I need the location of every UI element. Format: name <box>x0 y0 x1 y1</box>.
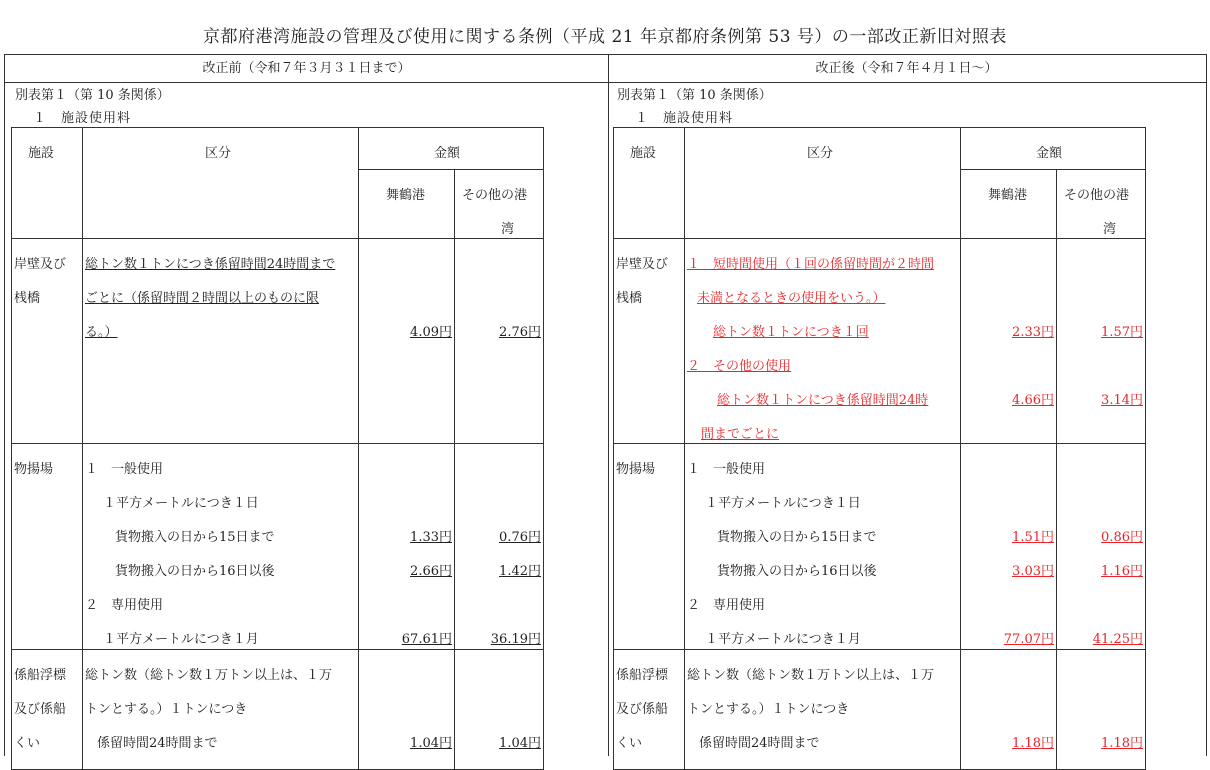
table-row: 物揚場 １ 一般使用 １平方メートルにつき１日 貨物搬入の日から15日まで 貨物搬入の日から16日以後 ２ 専用使用 １平方メートルにつき１月 1.51円 3.03円 77.07円 0.86円 1.16円 41.25円 <box>614 444 1146 650</box>
fee-value: 1.33円 <box>410 530 452 545</box>
fee-value: 1.16円 <box>1101 564 1143 579</box>
fee-value: 2.33円 <box>1012 325 1054 340</box>
fee-value: 36.19円 <box>490 632 541 647</box>
table-ref: 別表第１（第 10 条関係） <box>617 88 772 103</box>
fee-value: 1.42円 <box>499 564 541 579</box>
revised-text: 間までごとに <box>701 427 780 442</box>
fee-value: 4.09円 <box>410 325 452 340</box>
facility-label: 岸壁及び <box>616 257 669 272</box>
fee-value: 1.57円 <box>1101 325 1143 340</box>
fee-table-after <box>613 127 1146 770</box>
fee-value: 67.61円 <box>401 632 452 647</box>
section-title: １ 施設使用料 <box>33 111 132 126</box>
facility-label: 係船浮標 <box>14 668 67 683</box>
facility-label: 物揚場 <box>14 462 54 477</box>
col-header-other-ports: その他の港 湾 <box>1057 170 1146 239</box>
table-row: 係船浮標 及び係船 くい 総トン数（総トン数１万トン以上は、１万 トンとする。）１トンにつき 係留時間24時間まで 1.04円 1.04円 <box>12 650 544 770</box>
fee-value: 1.18円 <box>1012 736 1054 751</box>
pane-after-header: 改正後（令和７年４月１日～） <box>607 55 1206 83</box>
fee-value: 2.66円 <box>410 564 452 579</box>
fee-value: 4.66円 <box>1012 393 1054 408</box>
fee-value: 3.14円 <box>1101 393 1143 408</box>
pane-after <box>607 54 1207 756</box>
revised-text: ２ その他の使用 <box>687 359 792 374</box>
col-header-maizuru: 舞鶴港 <box>961 170 1057 239</box>
facility-label: 岸壁及び <box>14 257 67 272</box>
table-ref: 別表第１（第 10 条関係） <box>15 88 170 103</box>
fee-value: 1.18円 <box>1101 736 1143 751</box>
fee-value: 1.04円 <box>410 736 452 751</box>
table-row: 係船浮標 及び係船 くい 総トン数（総トン数１万トン以上は、１万 トンとする。）１トンにつき 係留時間24時間まで 1.18円 1.18円 <box>614 650 1146 770</box>
col-header-facility: 施設 <box>614 128 685 239</box>
facility-label: 物揚場 <box>616 462 656 477</box>
col-header-other-ports: その他の港 湾 <box>455 170 544 239</box>
section-title: １ 施設使用料 <box>635 111 734 126</box>
fee-table-before <box>11 127 544 770</box>
col-header-maizuru: 舞鶴港 <box>359 170 455 239</box>
fee-value: 41.25円 <box>1092 632 1143 647</box>
pane-before-header: 改正前（令和７年３月３１日まで） <box>5 55 608 83</box>
revised-text: 総トン数１トンにつき１回 <box>713 325 869 340</box>
fee-value: 0.76円 <box>499 530 541 545</box>
table-row: 物揚場 １ 一般使用 １平方メートルにつき１日 貨物搬入の日から15日まで 貨物搬入の日から16日以後 ２ 専用使用 １平方メートルにつき１月 1.33円 2.66円 67.61円 0.76円 1.42円 36.19円 <box>12 444 544 650</box>
col-header-facility: 施設 <box>12 128 83 239</box>
fee-value: 1.04円 <box>499 736 541 751</box>
table-row: 岸壁及び 桟橋 １ 短時間使用（１回の係留時間が２時間 未満となるときの使用をいう。） 総トン数１トンにつき１回 ２ その他の使用 総トン数１トンにつき係留時間24時 間までごとに 2.33円 4.66円 1.57円 3.14円 <box>614 239 1146 444</box>
col-header-category: 区分 <box>83 128 359 239</box>
revised-text: 未満となるときの使用をいう。） <box>697 291 886 306</box>
fee-value: 1.51円 <box>1012 530 1054 545</box>
col-header-category: 区分 <box>685 128 961 239</box>
fee-value: 2.76円 <box>499 325 541 340</box>
fee-value: 0.86円 <box>1101 530 1143 545</box>
col-header-amount: 金額 <box>359 128 544 170</box>
fee-value: 77.07円 <box>1003 632 1054 647</box>
table-row: 岸壁及び 桟橋 総トン数１トンにつき係留時間24時間まで ごとに（係留時間２時間以上のものに限 る。） 4.09円 2.76円 <box>12 239 544 444</box>
revised-text: 総トン数１トンにつき係留時間24時 <box>717 393 929 408</box>
revised-text: １ 短時間使用（１回の係留時間が２時間 <box>687 257 935 272</box>
document-title: 京都府港湾施設の管理及び使用に関する条例（平成 21 年京都府条例第 53 号）の一部改正新旧対照表 <box>203 27 1007 47</box>
facility-label: 係船浮標 <box>616 668 669 683</box>
col-header-amount: 金額 <box>961 128 1146 170</box>
pane-before <box>4 54 609 756</box>
fee-value: 3.03円 <box>1012 564 1054 579</box>
